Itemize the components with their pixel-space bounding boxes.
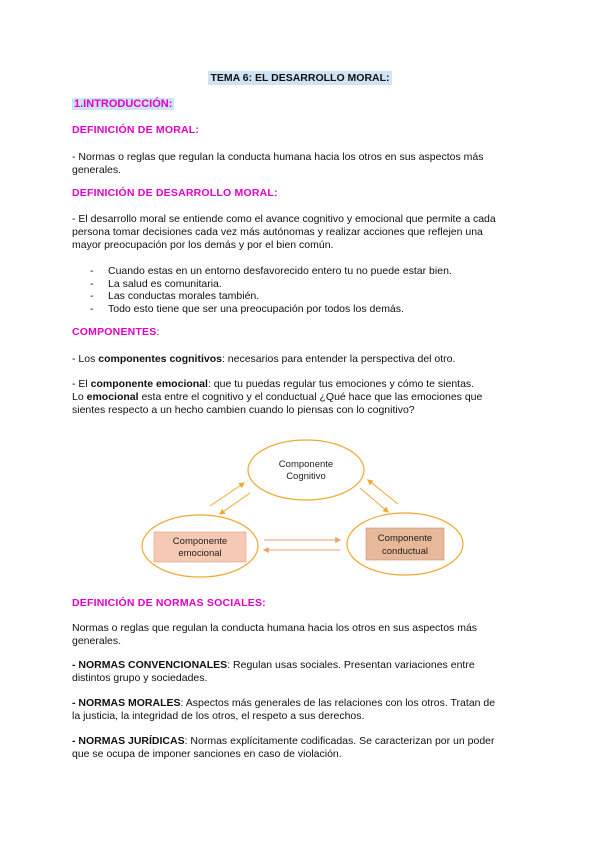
text-line	[72, 391, 532, 404]
page-title-text: TEMA 6: EL DESARROLLO MORAL:	[210, 72, 390, 84]
text-rest: : Aspectos más generales de las relaciones con los otros. Tratan de	[180, 697, 496, 709]
paragraph-normas-morales	[72, 697, 532, 723]
label-cognitivo-l2: Cognitivo	[286, 471, 326, 482]
label-cognitivo-l1: Componente	[278, 459, 334, 470]
arrow-cognitivo-to-conductual	[360, 488, 388, 512]
list-item-text: La salud es comunitaria.	[108, 277, 222, 290]
text-line: mayor preocupación por los demás y por el bien común.	[72, 239, 334, 251]
dash-marker: -	[90, 277, 94, 290]
section-heading-introduccion	[72, 98, 174, 110]
text-line	[72, 735, 532, 748]
arrow-emocional-to-cognitivo	[210, 483, 244, 506]
text-line: la justicia, la integridad de los otros, el respeto a sus derechos.	[72, 710, 365, 722]
node-componente-cognitivo	[248, 440, 364, 500]
text-line: generales.	[72, 164, 122, 176]
arrow-conductual-to-cognitivo	[368, 480, 398, 504]
text-prefix: Lo	[72, 391, 87, 403]
text-rest: : que tu puedas regular tus emociones y cómo te sientas.	[207, 378, 475, 390]
text-line	[72, 659, 532, 672]
heading-colon: :	[156, 326, 160, 338]
label-conductual-l2: conductual	[382, 546, 428, 557]
heading-componentes	[72, 326, 160, 338]
bold-term: emocional	[86, 391, 139, 403]
text-line: - Normas o reglas que regulan la conducta humana hacia los otros en sus aspectos más	[72, 151, 484, 163]
list-item	[90, 278, 530, 291]
dash-marker: -	[90, 265, 94, 277]
node-componente-emocional	[142, 515, 258, 577]
label-emocional-l2: emocional	[178, 548, 222, 559]
list-item-text: Las conductas morales también.	[108, 290, 260, 302]
text-rest: esta entre el cognitivo y el conductual ¿Qué hace que las emociones que	[138, 391, 483, 403]
text-rest: : Normas explícitamente codificadas. Se caracterizan por un poder	[184, 735, 495, 747]
paragraph-definicion-moral	[72, 151, 532, 177]
bold-term: componentes cognitivos	[98, 353, 222, 365]
ellipse-cognitivo	[248, 440, 364, 500]
text-line: generales.	[72, 635, 122, 647]
text-rest: : Regulan usas sociales. Presentan variaciones entre	[227, 659, 475, 671]
label-conductual-l1: Componente	[377, 533, 433, 544]
text-rest: : necesarios para entender la perspectiva del otro.	[221, 353, 456, 365]
paragraph-normas-convencionales	[72, 659, 532, 685]
text-line: sientes respecto a un hecho cambien cuando lo piensas con lo cognitivo?	[72, 404, 415, 416]
text-line: persona tomar decisiones cada vez más autónomas y realizar acciones que reflejen una	[72, 226, 483, 238]
text-line: Normas o reglas que regulan la conducta humana hacia los otros en sus aspectos más	[72, 622, 478, 634]
text-line: que se ocupa de imponer sanciones en caso de violación.	[72, 748, 342, 760]
page-title	[0, 72, 600, 84]
node-componente-conductual	[347, 513, 463, 575]
componentes-diagram	[140, 436, 470, 581]
heading-definicion-desarrollo-moral: DEFINICIÓN DE DESARROLLO MORAL:	[72, 187, 278, 199]
text-line	[72, 697, 532, 710]
heading-normas-sociales: DEFINICIÓN DE NORMAS SOCIALES:	[72, 597, 266, 609]
list-item	[90, 290, 530, 303]
text-prefix: - Los	[72, 353, 99, 365]
heading-text: COMPONENTES	[72, 326, 157, 338]
text-prefix: - El	[72, 378, 91, 390]
text-line	[72, 378, 532, 391]
paragraph-componente-emocional	[72, 378, 532, 417]
list-item	[90, 265, 530, 278]
section-heading-text: 1.INTRODUCCIÓN:	[74, 98, 173, 110]
dash-marker: -	[90, 290, 94, 302]
list-item-text: Todo esto tiene que ser una preocupación por todos los demás.	[108, 302, 404, 315]
text-line: distintos grupo y sociedades.	[72, 672, 208, 684]
list-item-text: Cuando estas en un entorno desfavorecido entero tu no puede estar bien.	[108, 265, 452, 277]
paragraph-normas-intro	[72, 622, 532, 648]
bullet-list	[90, 265, 530, 315]
heading-definicion-moral: DEFINICIÓN DE MORAL:	[72, 124, 200, 136]
text-line: - El desarrollo moral se entiende como el avance cognitivo y emocional que permite a cada	[72, 213, 496, 225]
paragraph-componentes-cognitivos	[72, 353, 532, 366]
bold-term: componente emocional	[90, 378, 208, 390]
bold-term: - NORMAS MORALES	[72, 697, 181, 709]
label-emocional-l1: Componente	[172, 536, 228, 547]
paragraph-normas-juridicas	[72, 735, 532, 761]
bold-term: - NORMAS JURÍDICAS	[72, 735, 185, 747]
paragraph-definicion-desarrollo	[72, 213, 532, 252]
dash-marker: -	[90, 302, 94, 315]
bold-term: - NORMAS CONVENCIONALES	[72, 659, 228, 671]
list-item	[90, 303, 530, 316]
